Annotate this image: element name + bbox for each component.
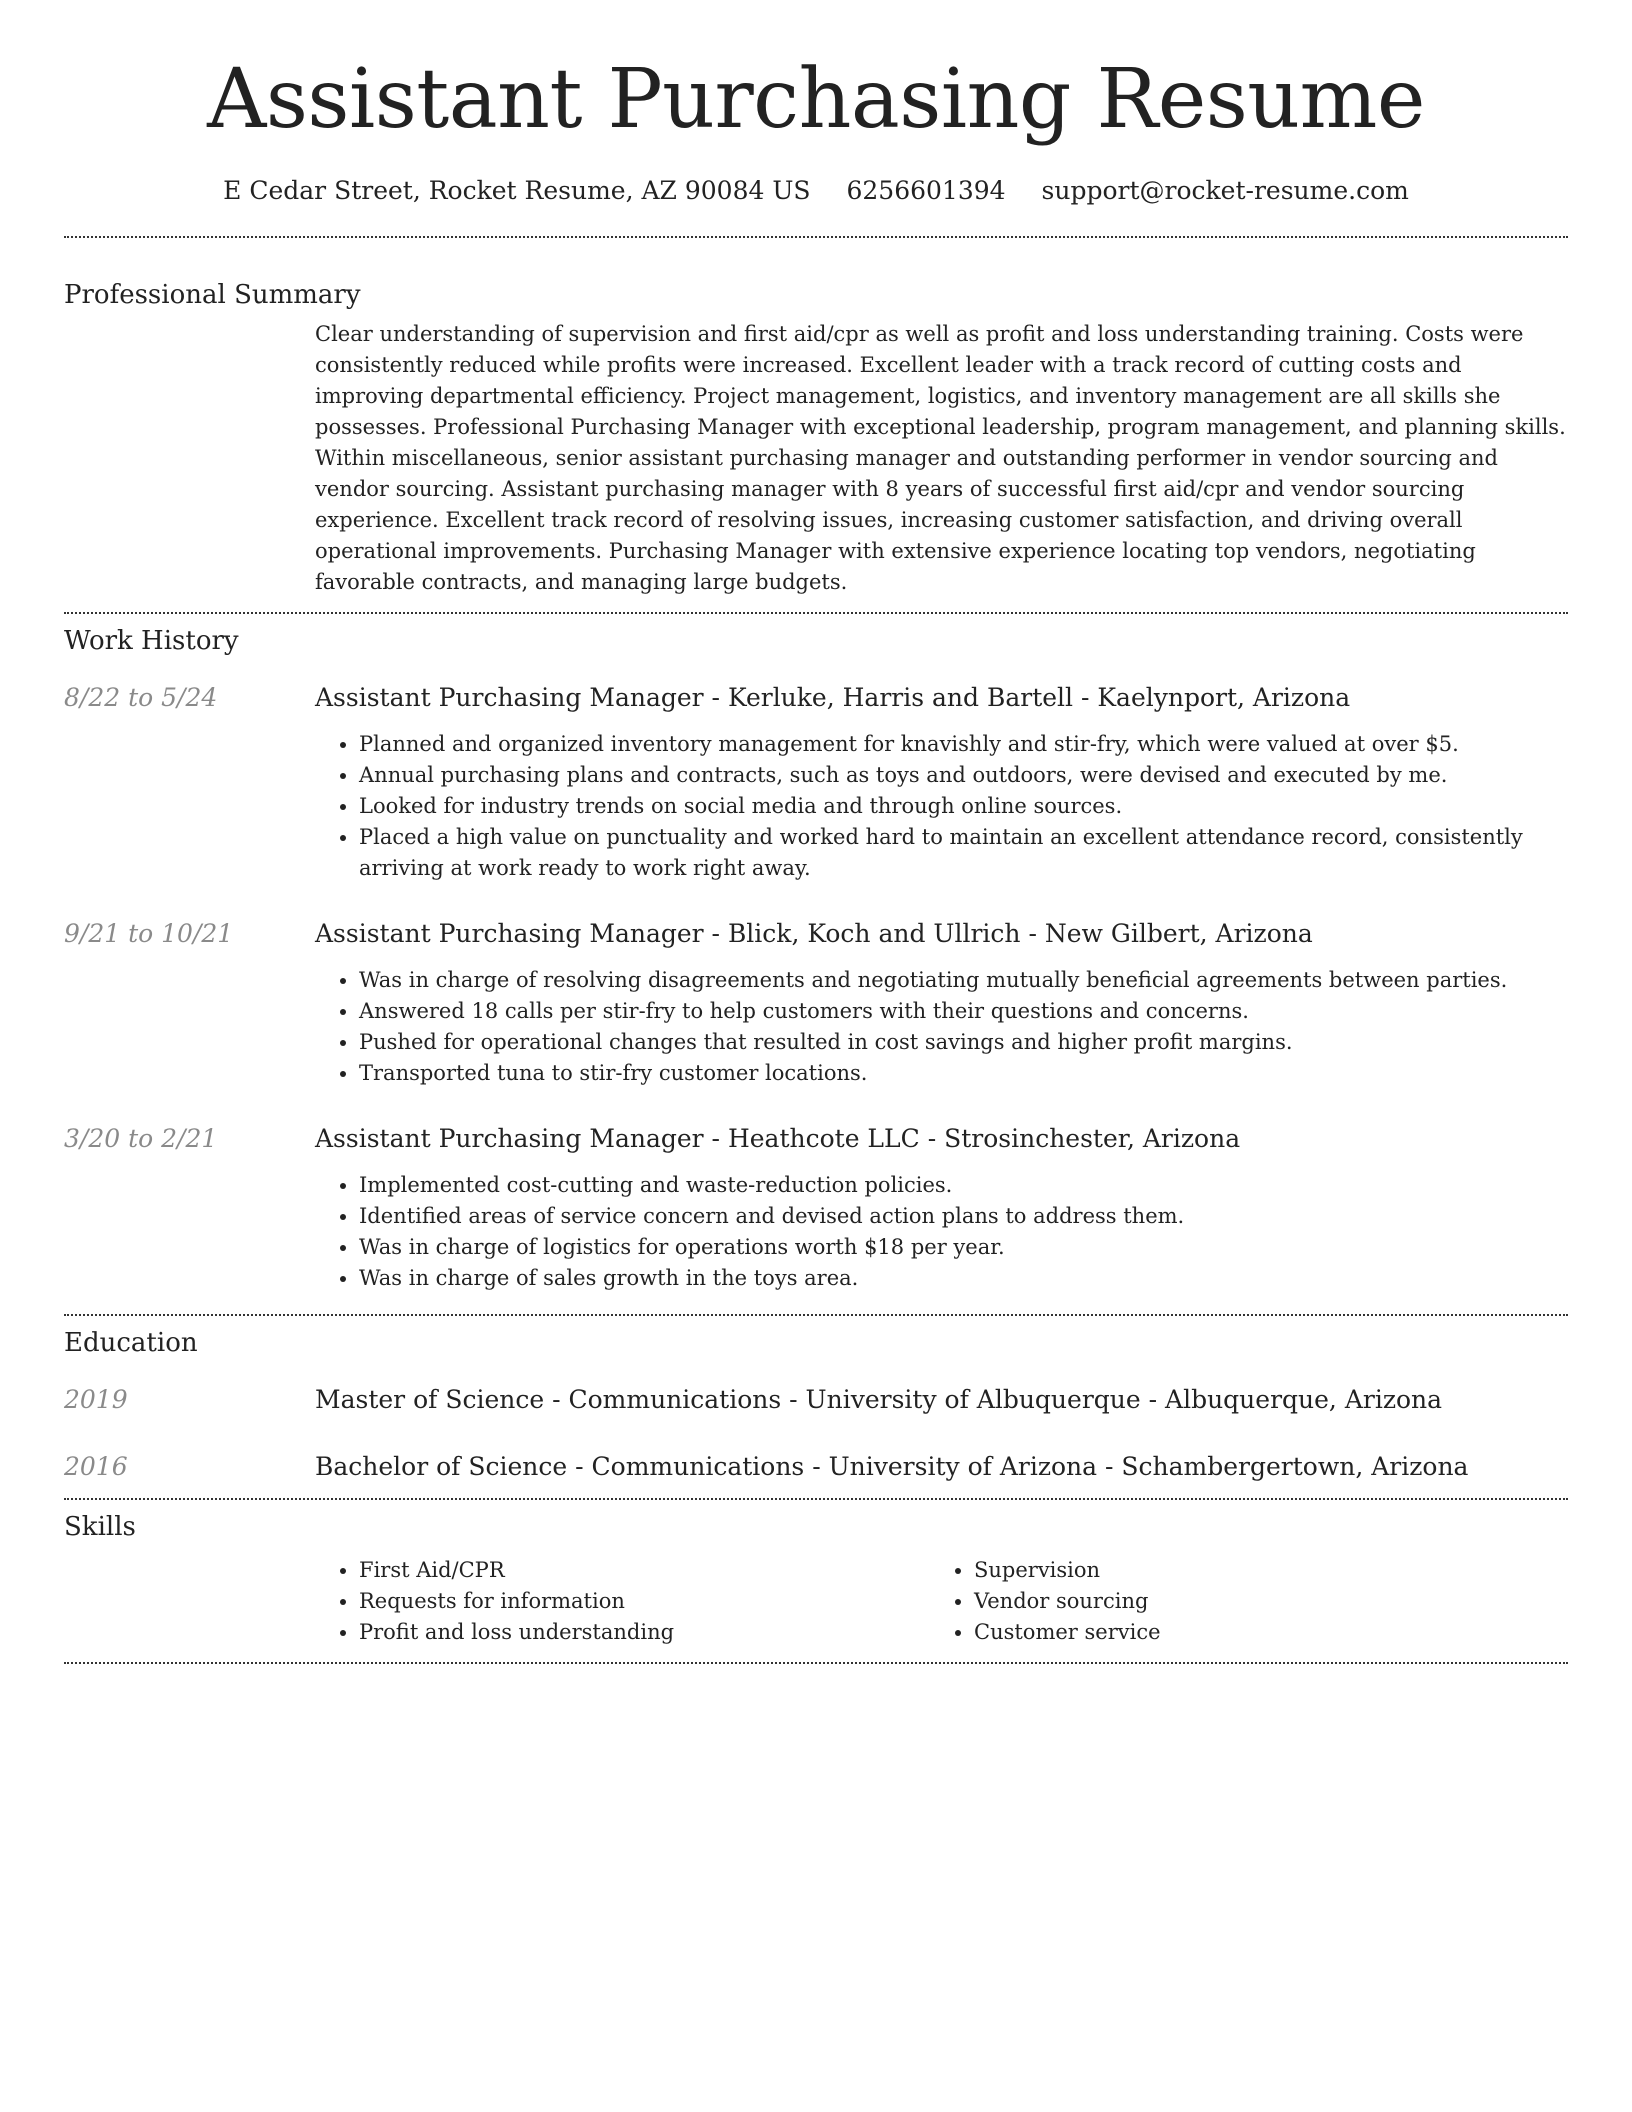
job-bullets [315,729,1568,884]
summary-text: Clear understanding of supervision and first aid/cpr as well as profit and loss understanding training. Costs were consistently reduced while profits were increased. Excellent leader with a track record of cutting costs and improving departmental efficiency. Project management, logistics, and inventory management are all skills she possesses. Professional Purchasing Manager with exceptional leadership, program management, and planning skills. Within miscellaneous, senior assistant purchasing manager and outstanding performer in vendor sourcing and vendor sourcing. Assistant purchasing manager with 8 years of successful first aid/cpr and vendor sourcing experience. Excellent track record of resolving issues, increasing customer satisfaction, and driving overall operational improvements. Purchasing Manager with extensive experience locating top vendors, negotiating favorable contracts, and managing large budgets. [315,322,1566,594]
degree-name: Master of Science - Communications [315,1385,782,1414]
education-details [315,1383,1442,1417]
list-item: • Transported tuna to stir-fry customer locations. [359,1058,1568,1089]
list-item: • First Aid/CPR [359,1555,930,1586]
education-year: 2016 [64,1452,128,1481]
list-item: • Was in charge of resolving disagreements and negotiating mutually beneficial agreements between parties. [359,965,1568,996]
list-item: • Implemented cost-cutting and waste-reduction policies. [359,1170,1568,1201]
list-item: • Looked for industry trends on social media and through online sources. [359,791,1568,822]
summary-title: Professional Summary [64,280,361,310]
list-item: • Answered 18 calls per stir-fry to help customers with their questions and concerns. [359,996,1568,1027]
education-entry [64,1450,1568,1484]
summary-section [64,238,1568,598]
job-dates: 8/22 to 5/24 [64,683,218,712]
list-item: • Placed a high value on punctuality and worked hard to maintain an excellent attendance record, consistently arriving at work ready to work right away. [359,822,1568,884]
list-item: • Supervision [974,1555,1545,1586]
skills-title: Skills [64,1512,136,1542]
list-item: • Was in charge of logistics for operations worth $18 per year. [359,1232,1568,1263]
skills-column-left [315,1555,930,1648]
list-item: • Identified areas of service concern and devised action plans to address them. [359,1201,1568,1232]
job-entry [64,917,1568,1089]
list-item: • Requests for information [359,1586,930,1617]
resume-page [64,0,1568,1664]
divider [64,1662,1568,1664]
job-dates: 3/20 to 2/21 [64,1124,218,1153]
education-year: 2019 [64,1385,128,1414]
list-item: • Pushed for operational changes that resulted in cost savings and higher profit margins. [359,1027,1568,1058]
work-title: Work History [64,626,239,656]
contact-phone: 6256601394 [846,176,1006,205]
list-item: • Profit and loss understanding [359,1617,930,1648]
job-title: Assistant Purchasing Manager - Kerluke, Harris and Bartell - Kaelynport, Arizona [315,683,1351,712]
skills-column-right [930,1555,1545,1648]
list-item: • Customer service [974,1617,1545,1648]
degree-name: Bachelor of Science - Communications [315,1452,805,1481]
contact-address: E Cedar Street, Rocket Resume, AZ 90084 US [223,176,811,205]
education-title: Education [64,1328,198,1358]
work-section [64,614,1568,1294]
resume-header [64,0,1568,208]
list-item: • Planned and organized inventory management for knavishly and stir-fry, which were valued at over $5. [359,729,1568,760]
contact-line [64,174,1568,208]
job-entry [64,1122,1568,1294]
school-name: - University of Albuquerque - Albuquerque, Arizona [781,1385,1443,1414]
job-bullets [315,965,1568,1089]
list-item: • Vendor sourcing [974,1586,1545,1617]
resume-name: Assistant Purchasing Resume [207,52,1425,147]
school-name: - University of Arizona - Schambergertown, Arizona [804,1452,1469,1481]
education-section [64,1316,1568,1484]
skills-list [315,1555,1568,1648]
job-bullets [315,1170,1568,1294]
list-item: • Annual purchasing plans and contracts, such as toys and outdoors, were devised and executed by me. [359,760,1568,791]
list-item: • Was in charge of sales growth in the toys area. [359,1263,1568,1294]
skills-section [64,1500,1568,1648]
job-entry [64,681,1568,884]
job-dates: 9/21 to 10/21 [64,919,234,948]
job-title: Assistant Purchasing Manager - Heathcote LLC - Strosinchester, Arizona [315,1124,1241,1153]
education-entry [64,1383,1568,1417]
job-title: Assistant Purchasing Manager - Blick, Koch and Ullrich - New Gilbert, Arizona [315,919,1313,948]
education-details [315,1450,1468,1484]
contact-email: support@rocket-resume.com [1041,176,1409,205]
